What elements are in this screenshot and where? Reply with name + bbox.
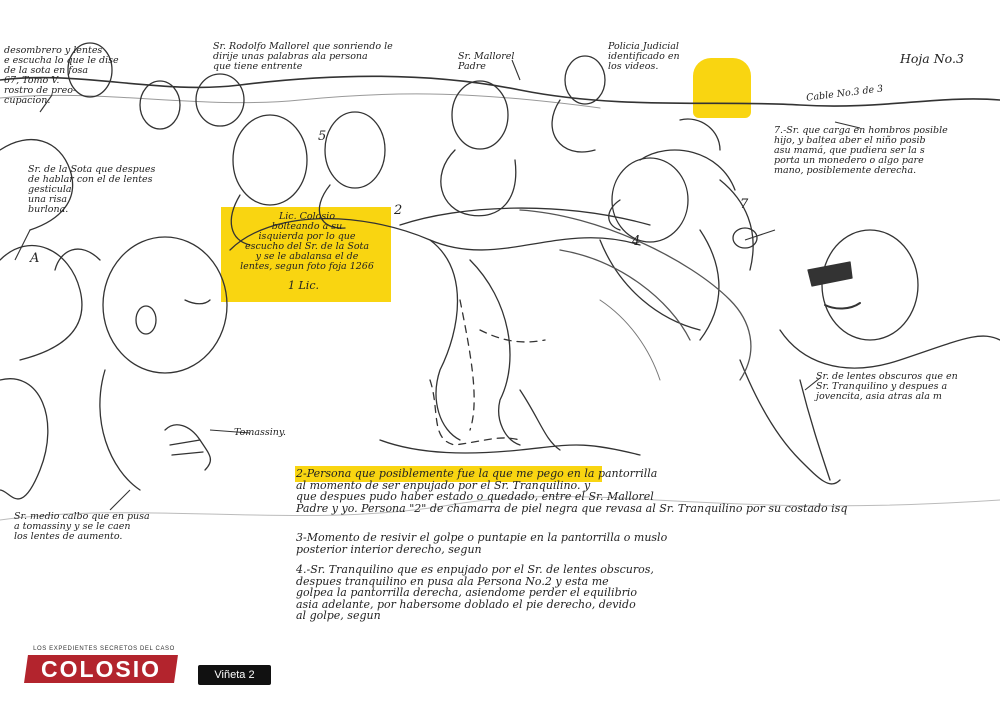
note-mallorel-sonriendo: Sr. Rodolfo Mallorel que sonriendo le dirije unas palabras ala persona que tiene entrente xyxy=(213,41,393,72)
figure-number-5: 5 xyxy=(318,129,327,144)
statement-item-3: 3-Momento de resivir el golpe o puntapie en la pantorrilla o muslo posterior interior derecho, segun xyxy=(296,531,668,556)
note-cargador: 7.-Sr. que carga en hombros posible hijo, y baltea aber el niño posib asu mamá, que pudiera ser la s porta un monedero o algo pare mano, posiblemente derecha. xyxy=(774,125,948,176)
note-lic-colosio: Lic. Colosio bolteando a su isquierda por lo que escucho del Sr. de la Sota y se le abalansa el de lentes, segun foto foja 1266 xyxy=(240,211,374,272)
figure-number-4: 4 xyxy=(632,234,641,249)
note-tomassiny: Tomassiny. xyxy=(234,427,287,438)
note-mallorel-padre: Sr. Mallorel Padre xyxy=(458,51,515,72)
figure-number-7: 7 xyxy=(740,197,749,212)
note-sota: Sr. de la Sota que despues de hablar con el de lentes gesticula una risa burlona. xyxy=(28,164,156,215)
brand-logo xyxy=(20,645,188,685)
statement-item-4: 4.-Sr. Tranquilino que es enpujado por el Sr. de lentes obscuros, despues tranquilino en pusa ala Persona No.2 y esta me golpea la pantorrilla derecha, asiendome perder el equilibrio asia adelante, por habersome doblado el pie derecho, devido al golpe, segun xyxy=(296,563,654,623)
note-lentes-obscuros: Sr. de lentes obscuros que en Sr. Tranquilino y despues a jovencita, asia atras ala m xyxy=(816,371,958,402)
vineta-label: Viñeta 2 xyxy=(198,665,271,685)
note-policia: Policia Judicial identificado en los videos. xyxy=(608,41,680,72)
statement-item-2: 2-Persona que posiblemente fue la que me pego en la pantorrilla al momento de ser enpujado por el Sr. Tranquilino. y que despues pudo haber estado o quedado, entre el Sr. Mallorel Padre y yo. Persona "2" de chamarra de piel negra que revasa al Sr. Tranquilino por su costado isq xyxy=(296,467,848,515)
figure-letter-a: A xyxy=(30,251,40,266)
brand-tagline: LOS EXPEDIENTES SECRETOS DEL CASO xyxy=(33,646,175,652)
note-medio-calbo: Sr. medio calbo que en pusa a tomassiny y se le caen los lentes de aumento. xyxy=(14,511,150,542)
figure-number-2: 2 xyxy=(394,203,403,218)
note-sombrero: desombrero y lentes e escucha lo que le dise de la sota en fosa 67, Tomo V. rostro de preo- cupacion. xyxy=(4,45,119,106)
brand-name: COLOSIO xyxy=(40,656,162,682)
cable-label: Cable No.3 de 3 xyxy=(805,83,884,104)
note-lic-short: 1 Lic. xyxy=(288,279,319,292)
sheet-number: Hoja No.3 xyxy=(900,51,964,66)
